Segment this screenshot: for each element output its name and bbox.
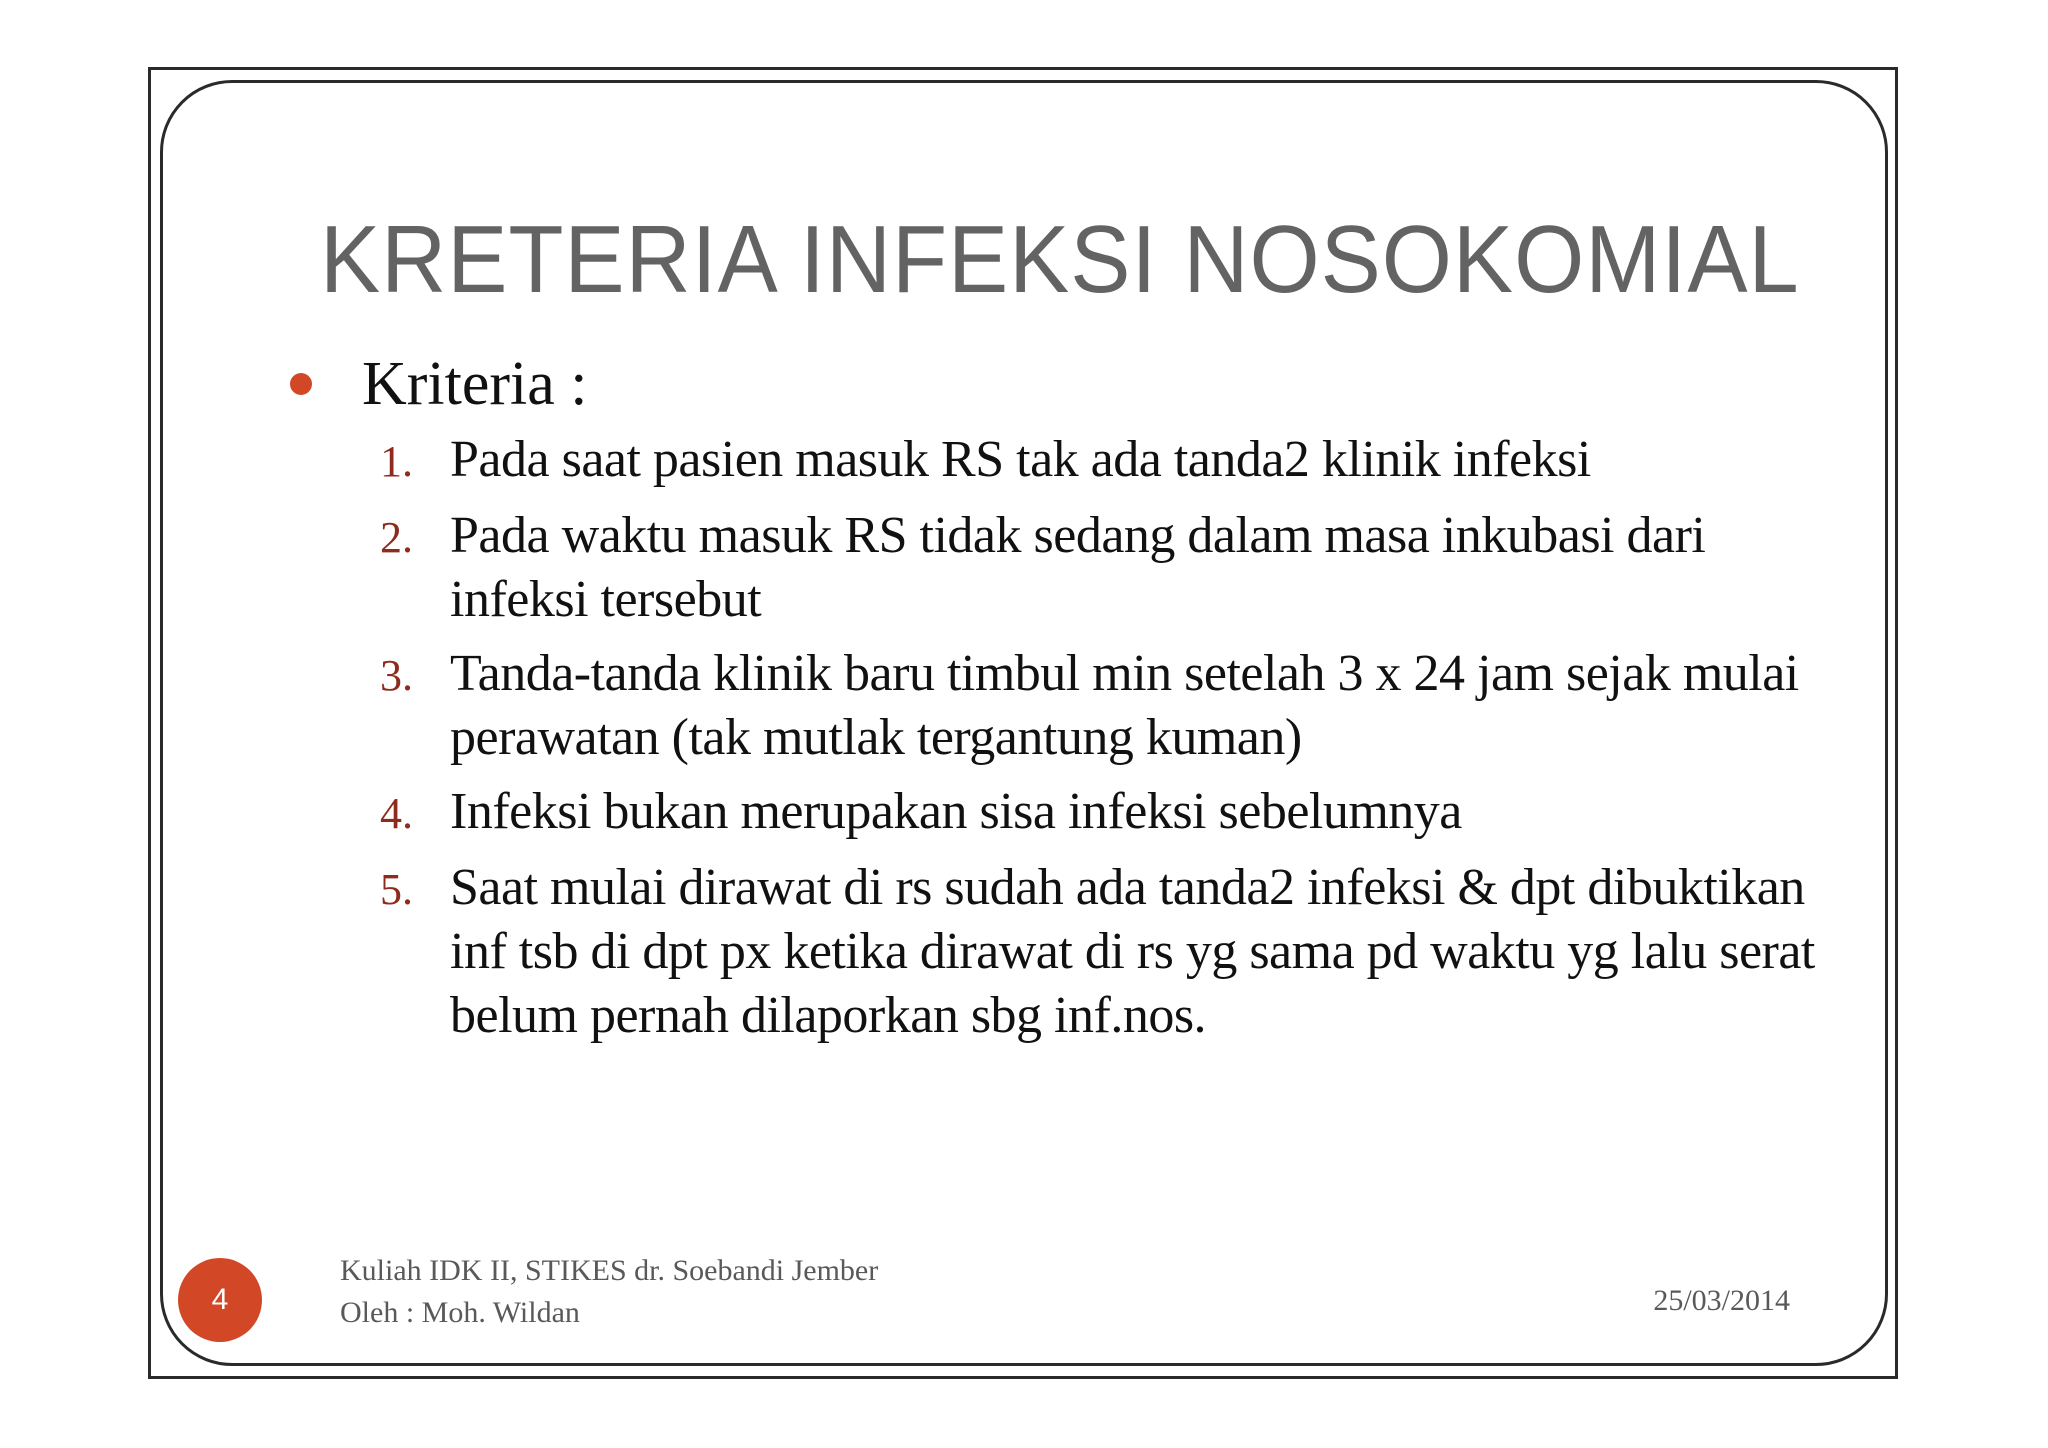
list-item-text: Pada saat pasien masuk RS tak ada tanda2 klinik infeksi — [450, 431, 1591, 488]
list-item-text: Pada waktu masuk RS tidak sedang dalam masa inkubasi dari infeksi tersebut — [450, 507, 1706, 628]
list-item-number: 3. — [380, 651, 413, 700]
list-item — [380, 504, 1840, 632]
page-number: 4 — [211, 1283, 229, 1316]
bullet-label: Kriteria : — [362, 349, 588, 418]
list-item-number: 4. — [380, 789, 413, 838]
footer-author-line: Oleh : Moh. Wildan — [340, 1296, 580, 1329]
footer-course-line: Kuliah IDK II, STIKES dr. Soebandi Jember — [340, 1254, 879, 1287]
list-item-number: 5. — [380, 865, 413, 914]
footer-credits — [340, 1250, 878, 1334]
list-item — [380, 428, 1840, 494]
bullet-criteria — [290, 344, 588, 424]
slide-title: KRETERIA INFEKSI NOSOKOMIAL — [320, 206, 1800, 313]
list-item-text: Saat mulai dirawat di rs sudah ada tanda2 infeksi & dpt dibuktikan inf tsb di dpt px ketika dirawat di rs yg sama pd waktu yg lalu serat belum pernah dilaporkan sbg inf.nos. — [450, 859, 1815, 1044]
list-item-text: Tanda-tanda klinik baru timbul min setelah 3 x 24 jam sejak mulai perawatan (tak mutlak tergantung kuman) — [450, 645, 1799, 766]
page-number-badge — [178, 1258, 262, 1342]
list-item-text: Infeksi bukan merupakan sisa infeksi sebelumnya — [450, 783, 1462, 840]
list-item — [380, 780, 1840, 846]
list-item-number: 2. — [380, 513, 413, 562]
list-item — [380, 642, 1840, 770]
list-item — [380, 856, 1840, 1048]
footer-date: 25/03/2014 — [1653, 1284, 1790, 1317]
list-item-number: 1. — [380, 437, 413, 486]
criteria-list — [380, 428, 1840, 1058]
bullet-dot-icon — [290, 373, 312, 395]
